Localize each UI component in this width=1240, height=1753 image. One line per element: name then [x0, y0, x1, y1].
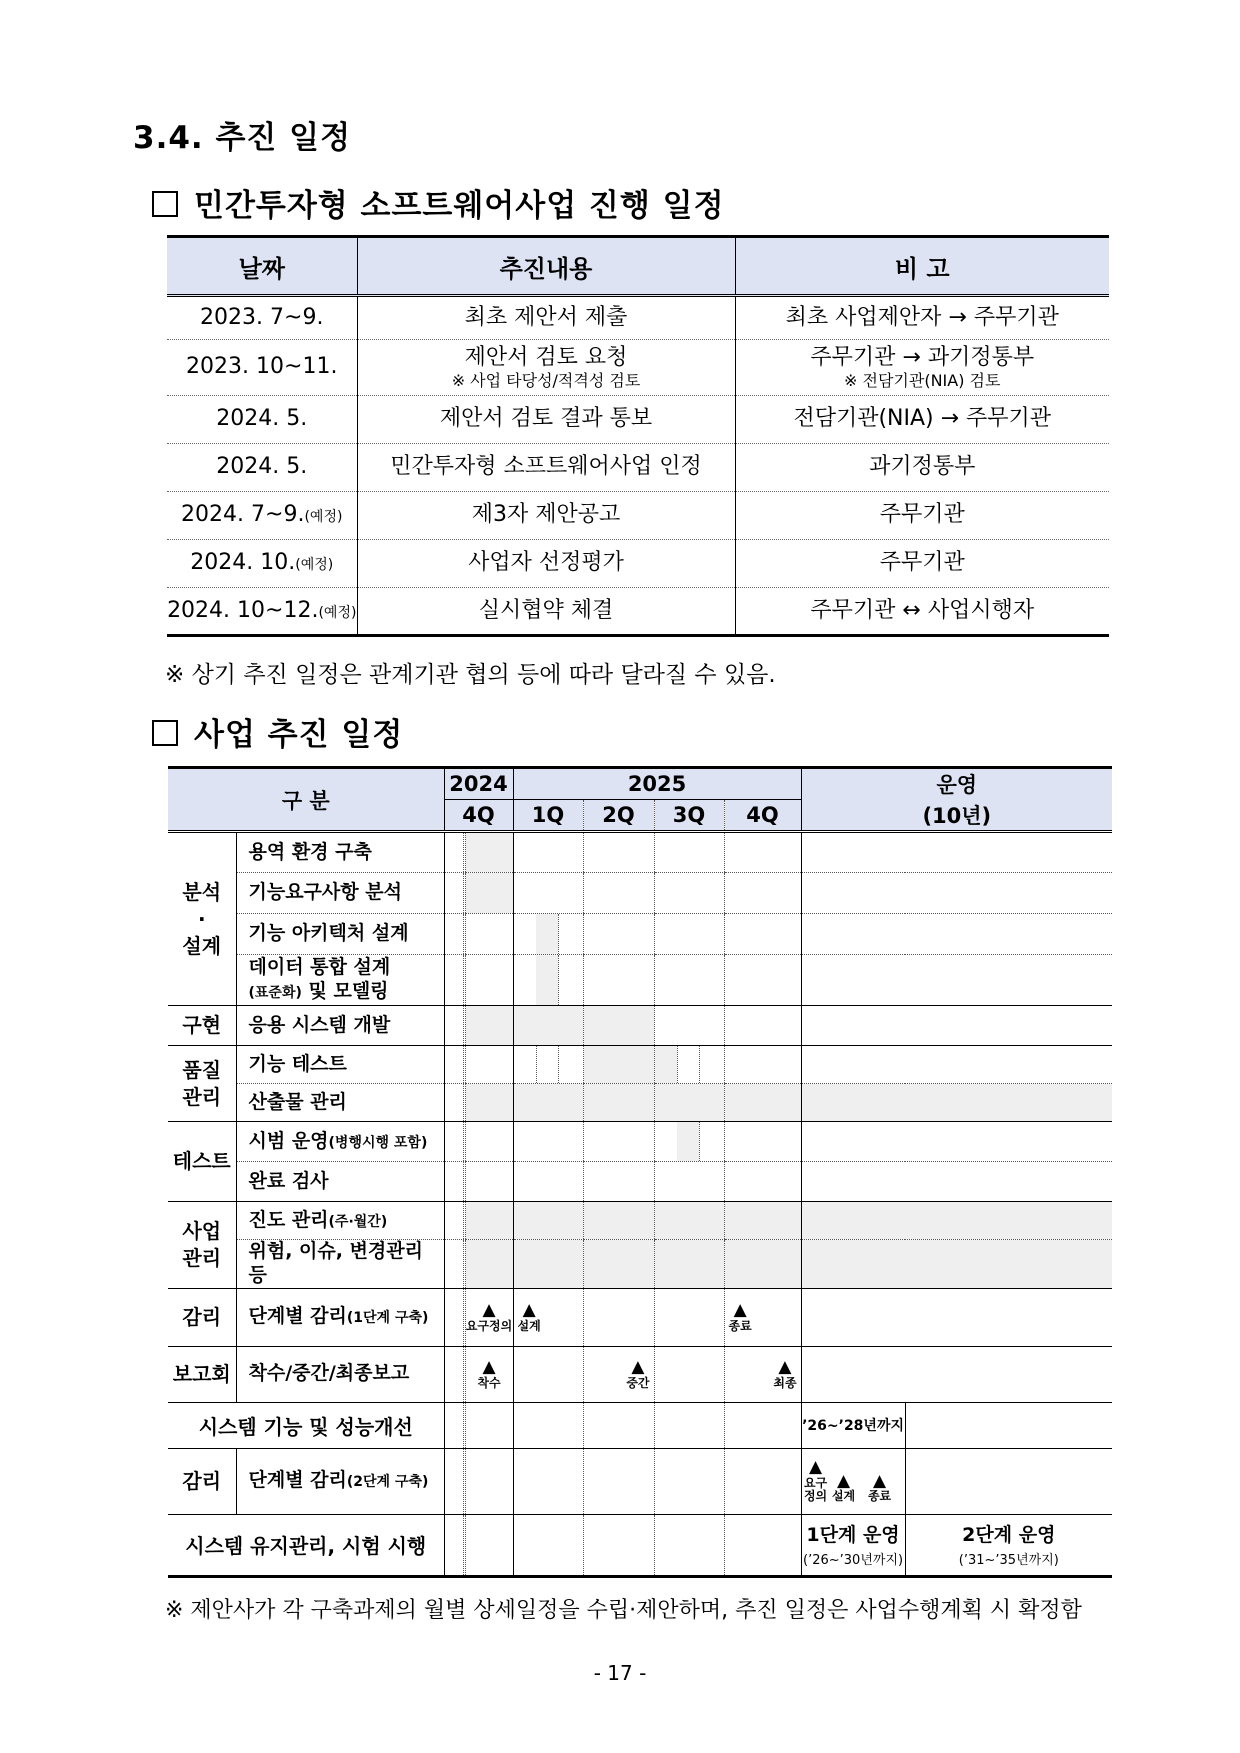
row-remark: 전담기관(NIA) → 주무기관 [735, 396, 1109, 444]
ops-phase-1: 1단계 운영 (’26~’30년까지) [801, 1514, 905, 1576]
category-quality: 품질 관리 [168, 1046, 236, 1122]
schedule-row [167, 340, 1109, 396]
heading-investment-schedule: 민간투자형 소프트웨어사업 진행 일정 [152, 180, 725, 225]
quarter-2025-3q: 3Q [654, 800, 724, 832]
row-date: 2023. 10~11. [167, 340, 357, 396]
year-2025: 2025 [513, 768, 801, 800]
header-content: 추진내용 [357, 237, 735, 296]
category-analysis-design: 분석 · 설계 [182, 879, 222, 958]
task-maintenance: 시스템 유지관리, 시험 시행 [168, 1514, 444, 1576]
row-date: 2024. 7~9.(예정) [167, 492, 357, 540]
marker-design: ▲ 설계 [517, 1300, 541, 1333]
schedule-row [167, 396, 1109, 444]
category-audit-1: 감리 [168, 1288, 236, 1346]
quarter-2024-4q: 4Q [444, 800, 513, 832]
row-content: 제안서 검토 결과 통보 [357, 396, 735, 444]
schedule-row [167, 540, 1109, 588]
schedule-row [167, 296, 1109, 340]
marker-final: ▲ 최종 [773, 1357, 797, 1390]
task-function-test: 기능 테스트 [236, 1046, 444, 1084]
header-date: 날짜 [167, 237, 357, 296]
marker-req-def-2: ▲ 요구 정의 [803, 1457, 828, 1504]
row-remark: 과기정통부 [735, 444, 1109, 492]
category-report: 보고회 [168, 1346, 236, 1402]
marker-design-2: ▲ 설계 [831, 1470, 856, 1504]
task-completion-inspection: 완료 검사 [236, 1162, 444, 1202]
ops-phase-2: 2단계 운영 (’31~’35년까지) [905, 1514, 1112, 1576]
heading-project-schedule: 사업 추진 일정 [152, 709, 403, 754]
row-content: 제안서 검토 요청 ※ 사업 타당성/적격성 검토 [357, 340, 735, 396]
task-reports: 착수/중간/최종보고 [236, 1346, 444, 1402]
schedule-row [167, 492, 1109, 540]
year-2024: 2024 [444, 768, 513, 800]
row-date: 2024. 10~12.(예정) [167, 588, 357, 636]
row-content: 제3자 제안공고 [357, 492, 735, 540]
category-project-management: 사업 관리 [168, 1202, 236, 1289]
row-date: 2024. 5. [167, 396, 357, 444]
marker-kickoff: ▲ 착수 [477, 1357, 501, 1390]
task-requirements-analysis: 기능요구사항 분석 [236, 873, 444, 914]
quarter-2025-4q: 4Q [724, 800, 801, 832]
category-implementation: 구현 [168, 1006, 236, 1046]
schedule-row [167, 444, 1109, 492]
task-deliverable-management: 산출물 관리 [236, 1084, 444, 1122]
row-date: 2024. 5. [167, 444, 357, 492]
ops-sub: (10년) [801, 800, 1112, 832]
marker-requirements: ▲ 요구정의 [465, 1300, 513, 1333]
gantt-header-category: 구 분 [168, 768, 444, 832]
task-env-setup: 용역 환경 구축 [236, 832, 444, 873]
quarter-2025-2q: 2Q [583, 800, 654, 832]
task-phase-audit-2: 단계별 감리(2단계 구축) [236, 1448, 444, 1514]
section-title: 3.4. 추진 일정 [133, 120, 352, 156]
checkbox-square-icon [152, 191, 178, 217]
row-content: 사업자 선정평가 [357, 540, 735, 588]
header-remark: 비 고 [735, 237, 1109, 296]
task-progress-management: 진도 관리(주·월간) [236, 1202, 444, 1240]
improvement-period: ’26~’28년까지 [801, 1402, 905, 1448]
task-pilot-operation: 시범 운영(병행시행 포함) [236, 1122, 444, 1162]
marker-end-2: ▲ 종료 [867, 1470, 892, 1504]
task-system-improvement: 시스템 기능 및 성능개선 [168, 1402, 444, 1448]
gantt-table [168, 766, 1112, 1578]
task-data-integration-design: 데이터 통합 설계 (표준화) 및 모델링 [236, 955, 444, 1006]
row-content: 최초 제안서 제출 [357, 296, 735, 340]
category-audit-2: 감리 [168, 1448, 236, 1514]
schedule-note: ※ 상기 추진 일정은 관계기관 협의 등에 따라 달라질 수 있음. [165, 662, 776, 688]
row-remark: 주무기관 ↔ 사업시행자 [735, 588, 1109, 636]
marker-interim: ▲ 중간 [626, 1357, 650, 1390]
page-number: - 17 - [593, 1661, 647, 1685]
row-content: 민간투자형 소프트웨어사업 인정 [357, 444, 735, 492]
row-date: 2023. 7~9. [167, 296, 357, 340]
row-remark: 주무기관 [735, 540, 1109, 588]
row-remark: 주무기관 [735, 492, 1109, 540]
task-risk-issue-change: 위험, 이슈, 변경관리 등 [236, 1240, 444, 1289]
task-architecture-design: 기능 아키텍처 설계 [236, 914, 444, 955]
marker-end: ▲ 종료 [728, 1300, 752, 1333]
row-remark: 최초 사업제안자 → 주무기관 [735, 296, 1109, 340]
task-app-development: 응용 시스템 개발 [236, 1006, 444, 1046]
quarter-2025-1q: 1Q [513, 800, 583, 832]
ops-header: 운영 [801, 768, 1112, 800]
row-content: 실시협약 체결 [357, 588, 735, 636]
footnote: ※ 제안사가 각 구축과제의 월별 상세일정을 수립·제안하며, 추진 일정은 사업수행계획 시 확정함 [165, 1598, 1082, 1623]
checkbox-square-icon [152, 720, 178, 746]
investment-schedule-table [167, 235, 1109, 637]
schedule-row [167, 588, 1109, 636]
row-date: 2024. 10.(예정) [167, 540, 357, 588]
row-remark: 주무기관 → 과기정통부 ※ 전담기관(NIA) 검토 [735, 340, 1109, 396]
category-test: 테스트 [168, 1122, 236, 1202]
task-phase-audit-1: 단계별 감리(1단계 구축) [236, 1288, 444, 1346]
